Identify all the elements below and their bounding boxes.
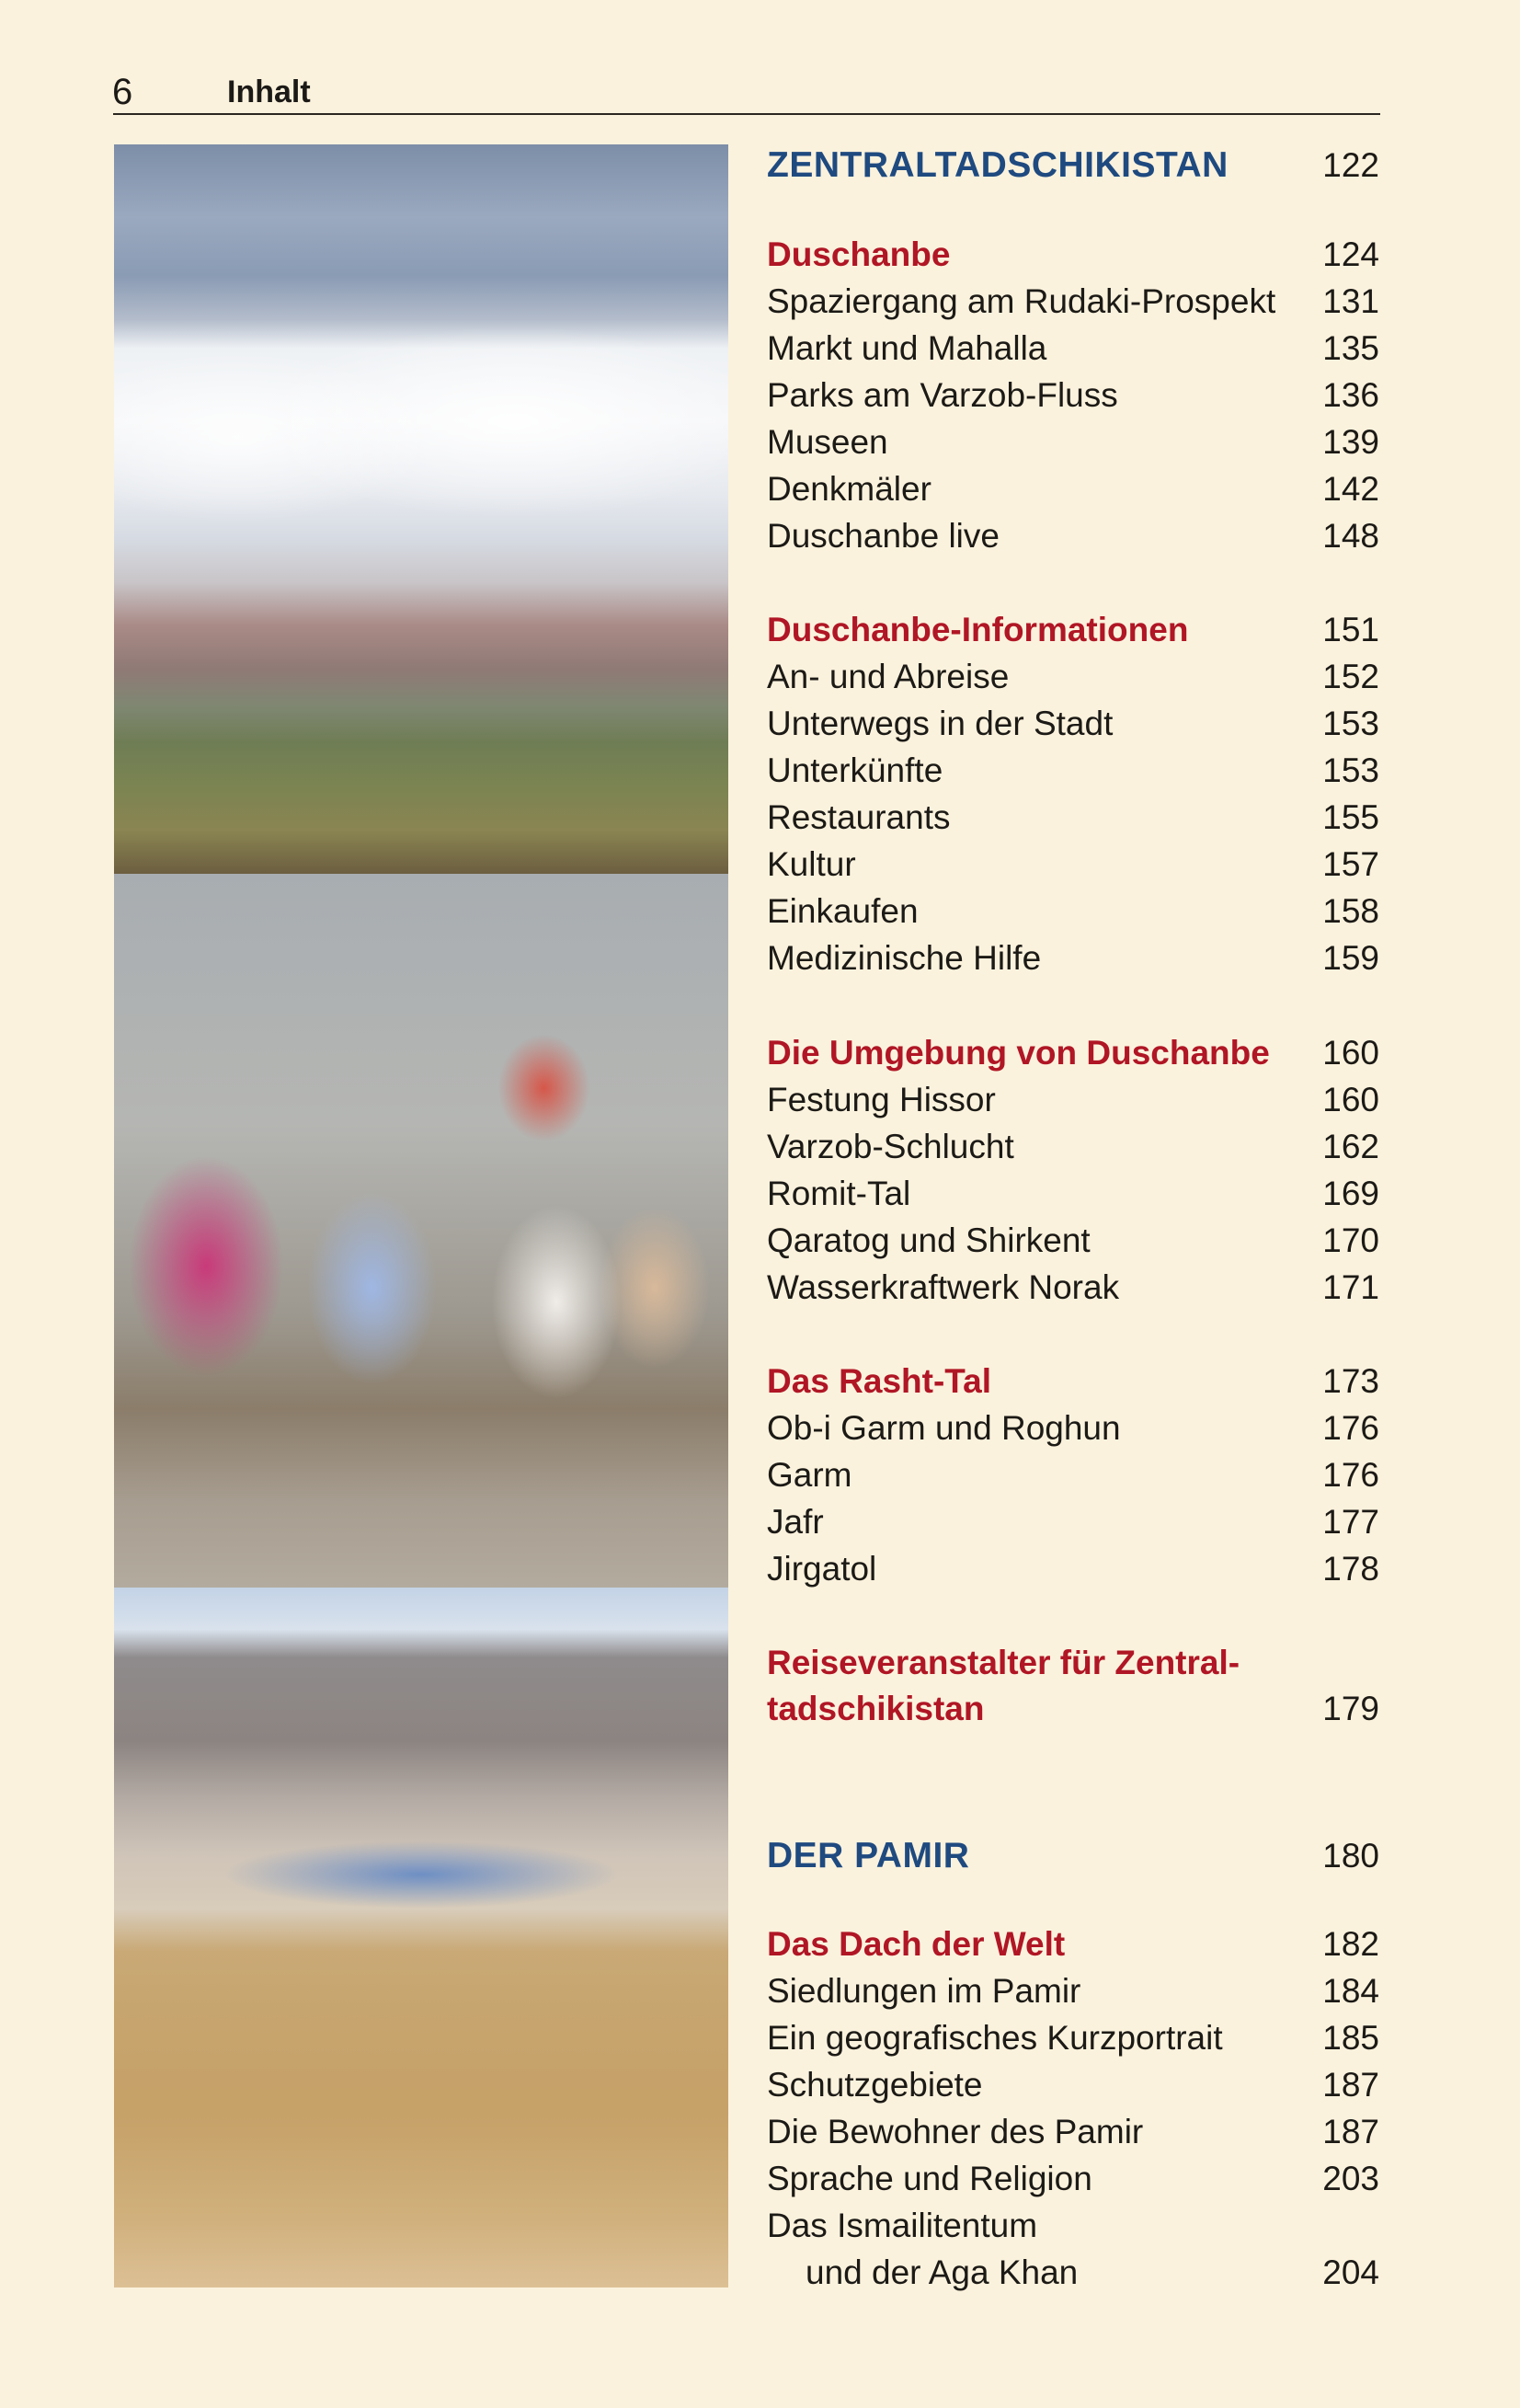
toc-page-number: 131 bbox=[1322, 282, 1379, 320]
toc-page-number: 153 bbox=[1322, 705, 1379, 742]
toc-label: Die Umgebung von Duschanbe bbox=[767, 1034, 1270, 1072]
toc-page-number: 162 bbox=[1322, 1128, 1379, 1165]
toc-section-heading[interactable] bbox=[767, 1639, 1379, 1686]
toc-label: und der Aga Khan bbox=[806, 2253, 1079, 2291]
toc-label: ZENTRALTADSCHIKISTAN bbox=[767, 145, 1229, 185]
toc-label: Duschanbe live bbox=[767, 517, 1000, 555]
toc-entry[interactable] bbox=[767, 1170, 1379, 1217]
toc-label: Einkaufen bbox=[767, 892, 919, 930]
toc-entry[interactable] bbox=[767, 2014, 1379, 2061]
toc-page-number: 179 bbox=[1322, 1690, 1379, 1727]
toc-part-heading[interactable] bbox=[767, 142, 1379, 189]
toc-page-number: 160 bbox=[1322, 1034, 1379, 1072]
toc-page-number: 153 bbox=[1322, 751, 1379, 789]
toc-page-number: 148 bbox=[1322, 517, 1379, 555]
toc-label: Das Dach der Welt bbox=[767, 1925, 1066, 1963]
toc-label: Jirgatol bbox=[767, 1550, 877, 1588]
toc-section-heading[interactable] bbox=[767, 606, 1379, 653]
photo-column bbox=[114, 144, 728, 2288]
toc-entry[interactable] bbox=[767, 2108, 1379, 2155]
toc-label: Ob-i Garm und Roghun bbox=[767, 1409, 1121, 1447]
toc-label: Sprache und Religion bbox=[767, 2160, 1092, 2197]
toc-entry[interactable] bbox=[767, 841, 1379, 888]
toc-page-number: 160 bbox=[1322, 1081, 1379, 1118]
toc-label: Spaziergang am Rudaki-Prospekt bbox=[767, 282, 1276, 320]
toc-entry[interactable] bbox=[767, 1264, 1379, 1311]
toc-page-number: 157 bbox=[1322, 845, 1379, 883]
toc-entry[interactable] bbox=[767, 653, 1379, 700]
toc-entry[interactable] bbox=[767, 1123, 1379, 1170]
toc-label: Festung Hissor bbox=[767, 1081, 996, 1118]
toc-section-heading[interactable] bbox=[767, 231, 1379, 278]
toc-page-number: 136 bbox=[1322, 376, 1379, 414]
toc-label: An- und Abreise bbox=[767, 658, 1010, 695]
toc-label: Duschanbe-Informationen bbox=[767, 611, 1189, 648]
toc-page-number: 170 bbox=[1322, 1221, 1379, 1259]
toc-page-number: 171 bbox=[1322, 1268, 1379, 1306]
toc-label: Reiseveranstalter für Zentral- bbox=[767, 1644, 1240, 1681]
toc-page-number: 182 bbox=[1322, 1925, 1379, 1963]
toc-page-number: 135 bbox=[1322, 329, 1379, 367]
toc-label: tadschikistan bbox=[767, 1690, 985, 1727]
toc-page-number: 159 bbox=[1322, 939, 1379, 977]
toc-entry[interactable] bbox=[767, 1451, 1379, 1498]
toc-label: Unterwegs in der Stadt bbox=[767, 705, 1114, 742]
toc-entry[interactable] bbox=[767, 1217, 1379, 1264]
toc-entry[interactable] bbox=[767, 512, 1379, 559]
toc-label: Das Ismailitentum bbox=[767, 2207, 1038, 2244]
toc-label: Duschanbe bbox=[767, 235, 951, 273]
toc-label: Jafr bbox=[767, 1503, 824, 1541]
toc-page-number: 173 bbox=[1322, 1362, 1379, 1400]
running-head: Inhalt bbox=[227, 75, 311, 109]
toc-label: Denkmäler bbox=[767, 470, 931, 508]
toc-label: Unterkünfte bbox=[767, 751, 943, 789]
toc-label: Garm bbox=[767, 1456, 852, 1494]
toc-entry[interactable] bbox=[767, 2061, 1379, 2108]
toc-label: Die Bewohner des Pamir bbox=[767, 2113, 1144, 2150]
toc-entry[interactable] bbox=[767, 1545, 1379, 1592]
toc-entry[interactable] bbox=[767, 1076, 1379, 1123]
toc-label: Das Rasht-Tal bbox=[767, 1362, 991, 1400]
toc-page-number: 204 bbox=[1322, 2253, 1379, 2291]
toc-page-number: 169 bbox=[1322, 1175, 1379, 1212]
toc-page-number: 177 bbox=[1322, 1503, 1379, 1541]
toc-label: Siedlungen im Pamir bbox=[767, 1972, 1081, 2010]
toc-page-number: 155 bbox=[1322, 798, 1379, 836]
page-number: 6 bbox=[112, 72, 133, 112]
toc-part-heading[interactable] bbox=[767, 1832, 1379, 1879]
toc-label: Markt und Mahalla bbox=[767, 329, 1047, 367]
toc-entry[interactable] bbox=[767, 2155, 1379, 2202]
toc-entry[interactable] bbox=[767, 1405, 1379, 1451]
toc-entry[interactable] bbox=[767, 465, 1379, 512]
toc-page-number: 176 bbox=[1322, 1456, 1379, 1494]
toc-page-number: 180 bbox=[1322, 1837, 1379, 1875]
toc-page-number: 151 bbox=[1322, 611, 1379, 648]
toc-entry[interactable] bbox=[767, 278, 1379, 325]
toc-page-number: 152 bbox=[1322, 658, 1379, 695]
toc-entry[interactable] bbox=[767, 325, 1379, 372]
table-of-contents bbox=[767, 0, 1379, 2408]
toc-page-number: 184 bbox=[1322, 1972, 1379, 2010]
toc-label: Qaratog und Shirkent bbox=[767, 1221, 1091, 1259]
toc-entry[interactable] bbox=[767, 747, 1379, 794]
photo-children-on-bench bbox=[114, 874, 728, 1588]
toc-label: Schutzgebiete bbox=[767, 2066, 983, 2104]
toc-entry[interactable] bbox=[767, 372, 1379, 419]
toc-section-heading[interactable] bbox=[767, 1029, 1379, 1076]
toc-page-number: 203 bbox=[1322, 2160, 1379, 2197]
toc-entry[interactable] bbox=[767, 1967, 1379, 2014]
photo-snowy-mountains bbox=[114, 144, 728, 874]
toc-page-number: 142 bbox=[1322, 470, 1379, 508]
toc-label: Restaurants bbox=[767, 798, 951, 836]
toc-page-number: 185 bbox=[1322, 2019, 1379, 2057]
toc-label: Varzob-Schlucht bbox=[767, 1128, 1014, 1165]
toc-page-number: 139 bbox=[1322, 423, 1379, 461]
toc-label: Ein geografisches Kurzportrait bbox=[767, 2019, 1223, 2057]
toc-entry[interactable] bbox=[767, 419, 1379, 465]
toc-label: DER PAMIR bbox=[767, 1836, 970, 1875]
toc-page-number: 124 bbox=[1322, 235, 1379, 273]
toc-entry[interactable] bbox=[767, 888, 1379, 935]
toc-page-number: 176 bbox=[1322, 1409, 1379, 1447]
photo-river-valley bbox=[114, 1588, 728, 2288]
toc-entry[interactable] bbox=[767, 794, 1379, 841]
toc-label: Kultur bbox=[767, 845, 856, 883]
toc-label: Wasserkraftwerk Norak bbox=[767, 1268, 1120, 1306]
toc-label: Parks am Varzob-Fluss bbox=[767, 376, 1118, 414]
toc-entry[interactable] bbox=[767, 2249, 1379, 2296]
toc-page-number: 187 bbox=[1322, 2066, 1379, 2104]
toc-label: Museen bbox=[767, 423, 888, 461]
toc-entry[interactable] bbox=[767, 700, 1379, 747]
toc-page-number: 158 bbox=[1322, 892, 1379, 930]
toc-section-heading[interactable] bbox=[767, 1921, 1379, 1967]
toc-entry[interactable] bbox=[767, 2202, 1379, 2249]
toc-label: Medizinische Hilfe bbox=[767, 939, 1042, 977]
toc-label: Romit-Tal bbox=[767, 1175, 911, 1212]
toc-section-heading[interactable] bbox=[767, 1685, 1379, 1732]
toc-page-number: 178 bbox=[1322, 1550, 1379, 1588]
toc-page-number: 122 bbox=[1322, 146, 1379, 184]
toc-entry[interactable] bbox=[767, 1498, 1379, 1545]
toc-page-number: 187 bbox=[1322, 2113, 1379, 2150]
toc-entry[interactable] bbox=[767, 935, 1379, 981]
toc-section-heading[interactable] bbox=[767, 1358, 1379, 1405]
